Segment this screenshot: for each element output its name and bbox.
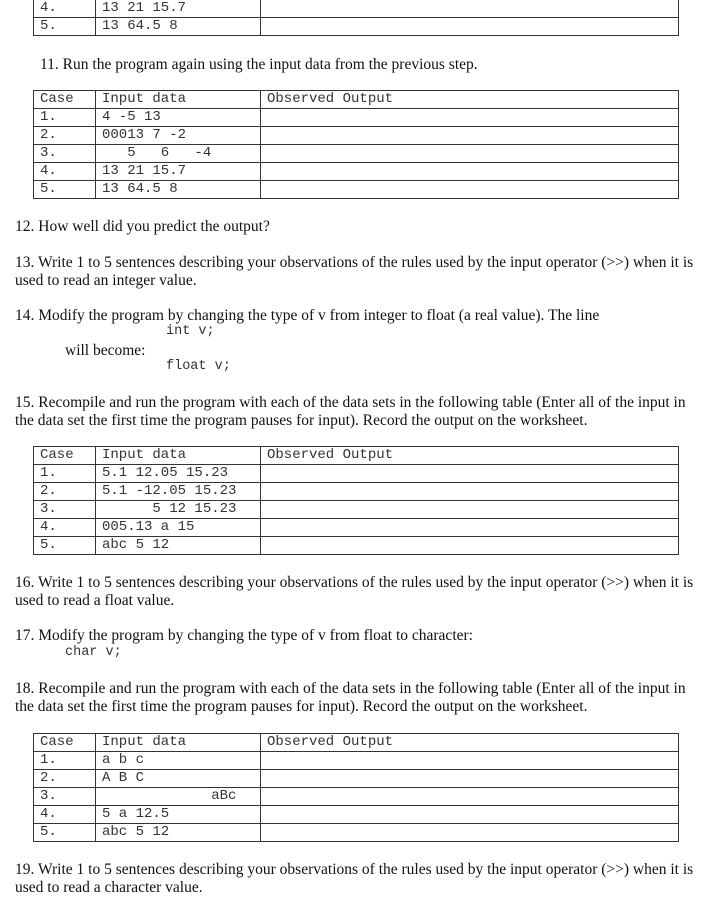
step-15-instruction: 15. Recompile and run the program with each of the data sets in the following table (Enter all of the input in the data set the first time the program pauses for input). Record the output on the worksheet. — [15, 394, 686, 429]
table-row — [34, 181, 679, 199]
observed-output-cell[interactable] — [261, 483, 679, 501]
case-cell: 2. — [34, 483, 96, 501]
step-18-instruction: 18. Recompile and run the program with each of the data sets in the following table (Enter all of the input in the data set the first time the program pauses for input). Record the output on the worksheet. — [15, 680, 686, 715]
table-header-row — [34, 447, 679, 465]
header-case: Case — [34, 91, 96, 109]
worksheet-table-step-15 — [33, 446, 679, 555]
case-cell: 5. — [34, 18, 96, 36]
table-row — [34, 501, 679, 519]
input-data-cell: A B C — [96, 770, 261, 788]
table-row — [34, 788, 679, 806]
step-13-question: 13. Write 1 to 5 sentences describing your observations of the rules used by the input operator (>>) when it is used to read an integer value. — [15, 254, 694, 289]
table-row — [34, 109, 679, 127]
header-observed-output: Observed Output — [261, 91, 679, 109]
observed-output-cell[interactable] — [261, 18, 679, 36]
code-int-v: int v; — [166, 324, 215, 339]
code-char-v: char v; — [65, 645, 122, 660]
step-19-question: 19. Write 1 to 5 sentences describing your observations of the rules used by the input operator (>>) when it is used to read a character value. — [15, 861, 694, 896]
worksheet-table-previous — [33, 0, 679, 36]
table-header-row — [34, 734, 679, 752]
table-row — [34, 519, 679, 537]
input-data-cell: a b c — [96, 752, 261, 770]
worksheet-table-step-11 — [33, 90, 679, 199]
case-cell: 3. — [34, 145, 96, 163]
table-row — [34, 770, 679, 788]
table-row — [34, 145, 679, 163]
input-data-cell: 4 -5 13 — [96, 109, 261, 127]
input-data-cell: 005.13 a 15 — [96, 519, 261, 537]
step-14-instruction: 14. Modify the program by changing the type of v from integer to float (a real value). The line — [15, 307, 600, 324]
will-become-label: will become: — [65, 342, 146, 359]
case-cell: 1. — [34, 109, 96, 127]
header-observed-output: Observed Output — [261, 447, 679, 465]
table-row — [34, 806, 679, 824]
table-row — [34, 824, 679, 842]
observed-output-cell[interactable] — [261, 163, 679, 181]
input-data-cell: 5 6 -4 — [96, 145, 261, 163]
case-cell: 4. — [34, 163, 96, 181]
code-float-v: float v; — [166, 359, 231, 374]
input-data-cell: 13 64.5 8 — [96, 181, 261, 199]
worksheet-table-step-18 — [33, 733, 679, 842]
observed-output-cell[interactable] — [261, 770, 679, 788]
table-row — [34, 127, 679, 145]
header-input-data: Input data — [96, 447, 261, 465]
observed-output-cell[interactable] — [261, 824, 679, 842]
observed-output-cell[interactable] — [261, 145, 679, 163]
step-17-instruction: 17. Modify the program by changing the type of v from float to character: — [15, 627, 473, 644]
observed-output-cell[interactable] — [261, 127, 679, 145]
observed-output-cell[interactable] — [261, 537, 679, 555]
input-data-cell: 5.1 12.05 15.23 — [96, 465, 261, 483]
case-cell: 4. — [34, 0, 96, 18]
observed-output-cell[interactable] — [261, 0, 679, 18]
observed-output-cell[interactable] — [261, 181, 679, 199]
input-data-cell: 00013 7 -2 — [96, 127, 261, 145]
observed-output-cell[interactable] — [261, 109, 679, 127]
case-cell: 2. — [34, 127, 96, 145]
case-cell: 1. — [34, 752, 96, 770]
case-cell: 2. — [34, 770, 96, 788]
observed-output-cell[interactable] — [261, 465, 679, 483]
case-cell: 3. — [34, 788, 96, 806]
input-data-cell: 13 64.5 8 — [96, 18, 261, 36]
input-data-cell: 13 21 15.7 — [96, 163, 261, 181]
table-row — [34, 0, 679, 18]
table-row — [34, 163, 679, 181]
step-12-question: 12. How well did you predict the output? — [15, 218, 270, 235]
input-data-cell: aBc — [96, 788, 261, 806]
case-cell: 4. — [34, 806, 96, 824]
step-16-question: 16. Write 1 to 5 sentences describing your observations of the rules used by the input operator (>>) when it is used to read a float value. — [15, 574, 694, 609]
case-cell: 5. — [34, 181, 96, 199]
header-input-data: Input data — [96, 91, 261, 109]
case-cell: 3. — [34, 501, 96, 519]
input-data-cell: 5 12 15.23 — [96, 501, 261, 519]
table-row — [34, 537, 679, 555]
input-data-cell: abc 5 12 — [96, 537, 261, 555]
table-header-row — [34, 91, 679, 109]
observed-output-cell[interactable] — [261, 752, 679, 770]
table-row — [34, 465, 679, 483]
header-case: Case — [34, 447, 96, 465]
table-row — [34, 752, 679, 770]
header-input-data: Input data — [96, 734, 261, 752]
case-cell: 1. — [34, 465, 96, 483]
input-data-cell: 5.1 -12.05 15.23 — [96, 483, 261, 501]
observed-output-cell[interactable] — [261, 519, 679, 537]
input-data-cell: abc 5 12 — [96, 824, 261, 842]
table-row — [34, 483, 679, 501]
observed-output-cell[interactable] — [261, 501, 679, 519]
step-11-instruction: 11. Run the program again using the input data from the previous step. — [40, 56, 478, 73]
table-row — [34, 18, 679, 36]
input-data-cell: 13 21 15.7 — [96, 0, 261, 18]
case-cell: 4. — [34, 519, 96, 537]
header-observed-output: Observed Output — [261, 734, 679, 752]
case-cell: 5. — [34, 537, 96, 555]
input-data-cell: 5 a 12.5 — [96, 806, 261, 824]
observed-output-cell[interactable] — [261, 806, 679, 824]
case-cell: 5. — [34, 824, 96, 842]
observed-output-cell[interactable] — [261, 788, 679, 806]
header-case: Case — [34, 734, 96, 752]
